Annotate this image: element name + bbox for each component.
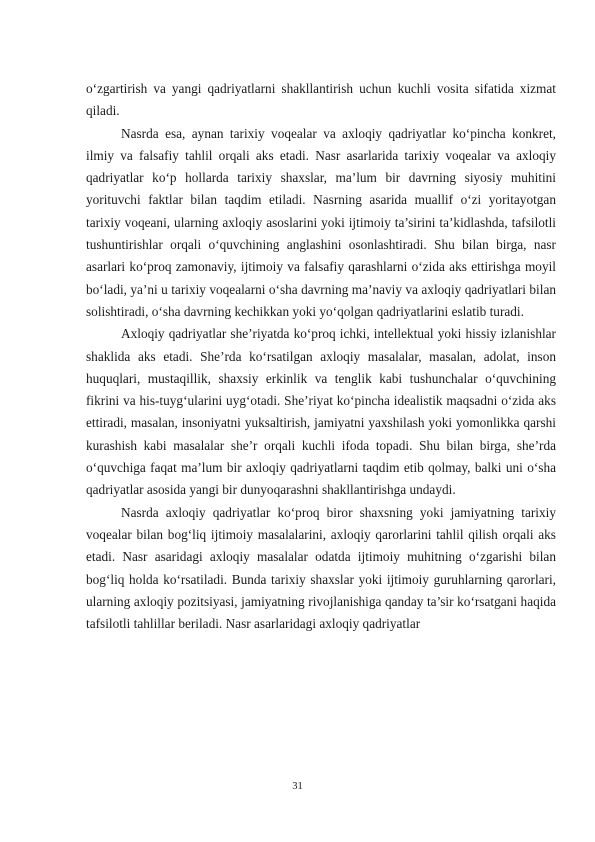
paragraph-prose-ethics: Nasrda axloqiy qadriyatlar ko‘proq biror shaxsning yoki jamiyatning tarixiy voqealar bilan bog‘liq ijtimoiy masalalarini, axloqiy qarorlarini tahlil qilish orqali aks etadi. Nasr asaridagi axloqiy masalalar odatda ijtimoiy muhitning o‘zgarishi bilan bog‘liq holda ko‘rsatiladi. Bunda tarixiy shaxslar yoki ijtimoiy guruhlarning qarorlari, ularning axloqiy pozitsiyasi, jamiyatning rivojlanishiga qanday ta’sir ko‘rsatgani haqida tafsilotli tahlillar beriladi. Nasr asarlaridagi axloqiy qadriyatlar — [86, 504, 556, 632]
page-body — [86, 78, 556, 635]
paragraph-poetry-ethics: Axloqiy qadriyatlar she’riyatda ko‘proq ichki, intellektual yoki hissiy izlanishlar shaklida aks etadi. She’rda ko‘rsatilgan axloqiy masalalar, masalan, adolat, inson huquqlari, mustaqillik, shaxsiy erkinlik va tenglik kabi tushunchalar o‘quvchining fikrini va his-tuyg‘ularini uyg‘otadi. She’riyat ko‘pincha idealistik maqsadni o‘zida aks ettiradi, masalan, insoniyatni yuksaltirish, jamiyatni yaxshilash yoki yomonlikka qarshi kurashish kabi masalalar she’r orqali kuchli ifoda topadi. Shu bilan birga, she’rda o‘quvchiga faqat ma’lum bir axloqiy qadriyatlarni taqdim etib qolmay, balki uni o‘sha qadriyatlar asosida yangi bir dunyoqarashni shakllantirishga undaydi. — [86, 326, 556, 498]
paragraph-prose-history: Nasrda esa, aynan tarixiy voqealar va axloqiy qadriyatlar ko‘pincha konkret, ilmiy va falsafiy tahlil orqali aks etadi. Nasr asarlarida tarixiy voqealar va axloqiy qadriyatlar ko‘p hollarda tarixiy shaxslar, ma’lum bir davrning siyosiy muhitini yorituvchi faktlar bilan taqdim etiladi. Nasrning asarida muallif o‘zi yoritayotgan tarixiy voqeani, ularning axloqiy asoslarini yoki ijtimoiy ta’sirini ta’kidlashda, tafsilotli tushuntirishlar orqali o‘quvchining anglashini osonlashtiradi. Shu bilan birga, nasr asarlari ko‘proq zamonaviy, ijtimoiy va falsafiy qarashlarni o‘zida aks ettirishga moyil bo‘ladi, ya’ni u tarixiy voqealarni o‘sha davrning ma’naviy va axloqiy qadriyatlari bilan solishtiradi, o‘sha davrning kechikkan yoki yo‘qolgan qadriyatlarini eslatib turadi. — [86, 125, 556, 319]
page-number: 31 — [292, 781, 303, 792]
paragraph-continuation: o‘zgartirish va yangi qadriyatlarni shakllantirish uchun kuchli vosita sifatida xizmat qiladi. — [86, 81, 556, 119]
